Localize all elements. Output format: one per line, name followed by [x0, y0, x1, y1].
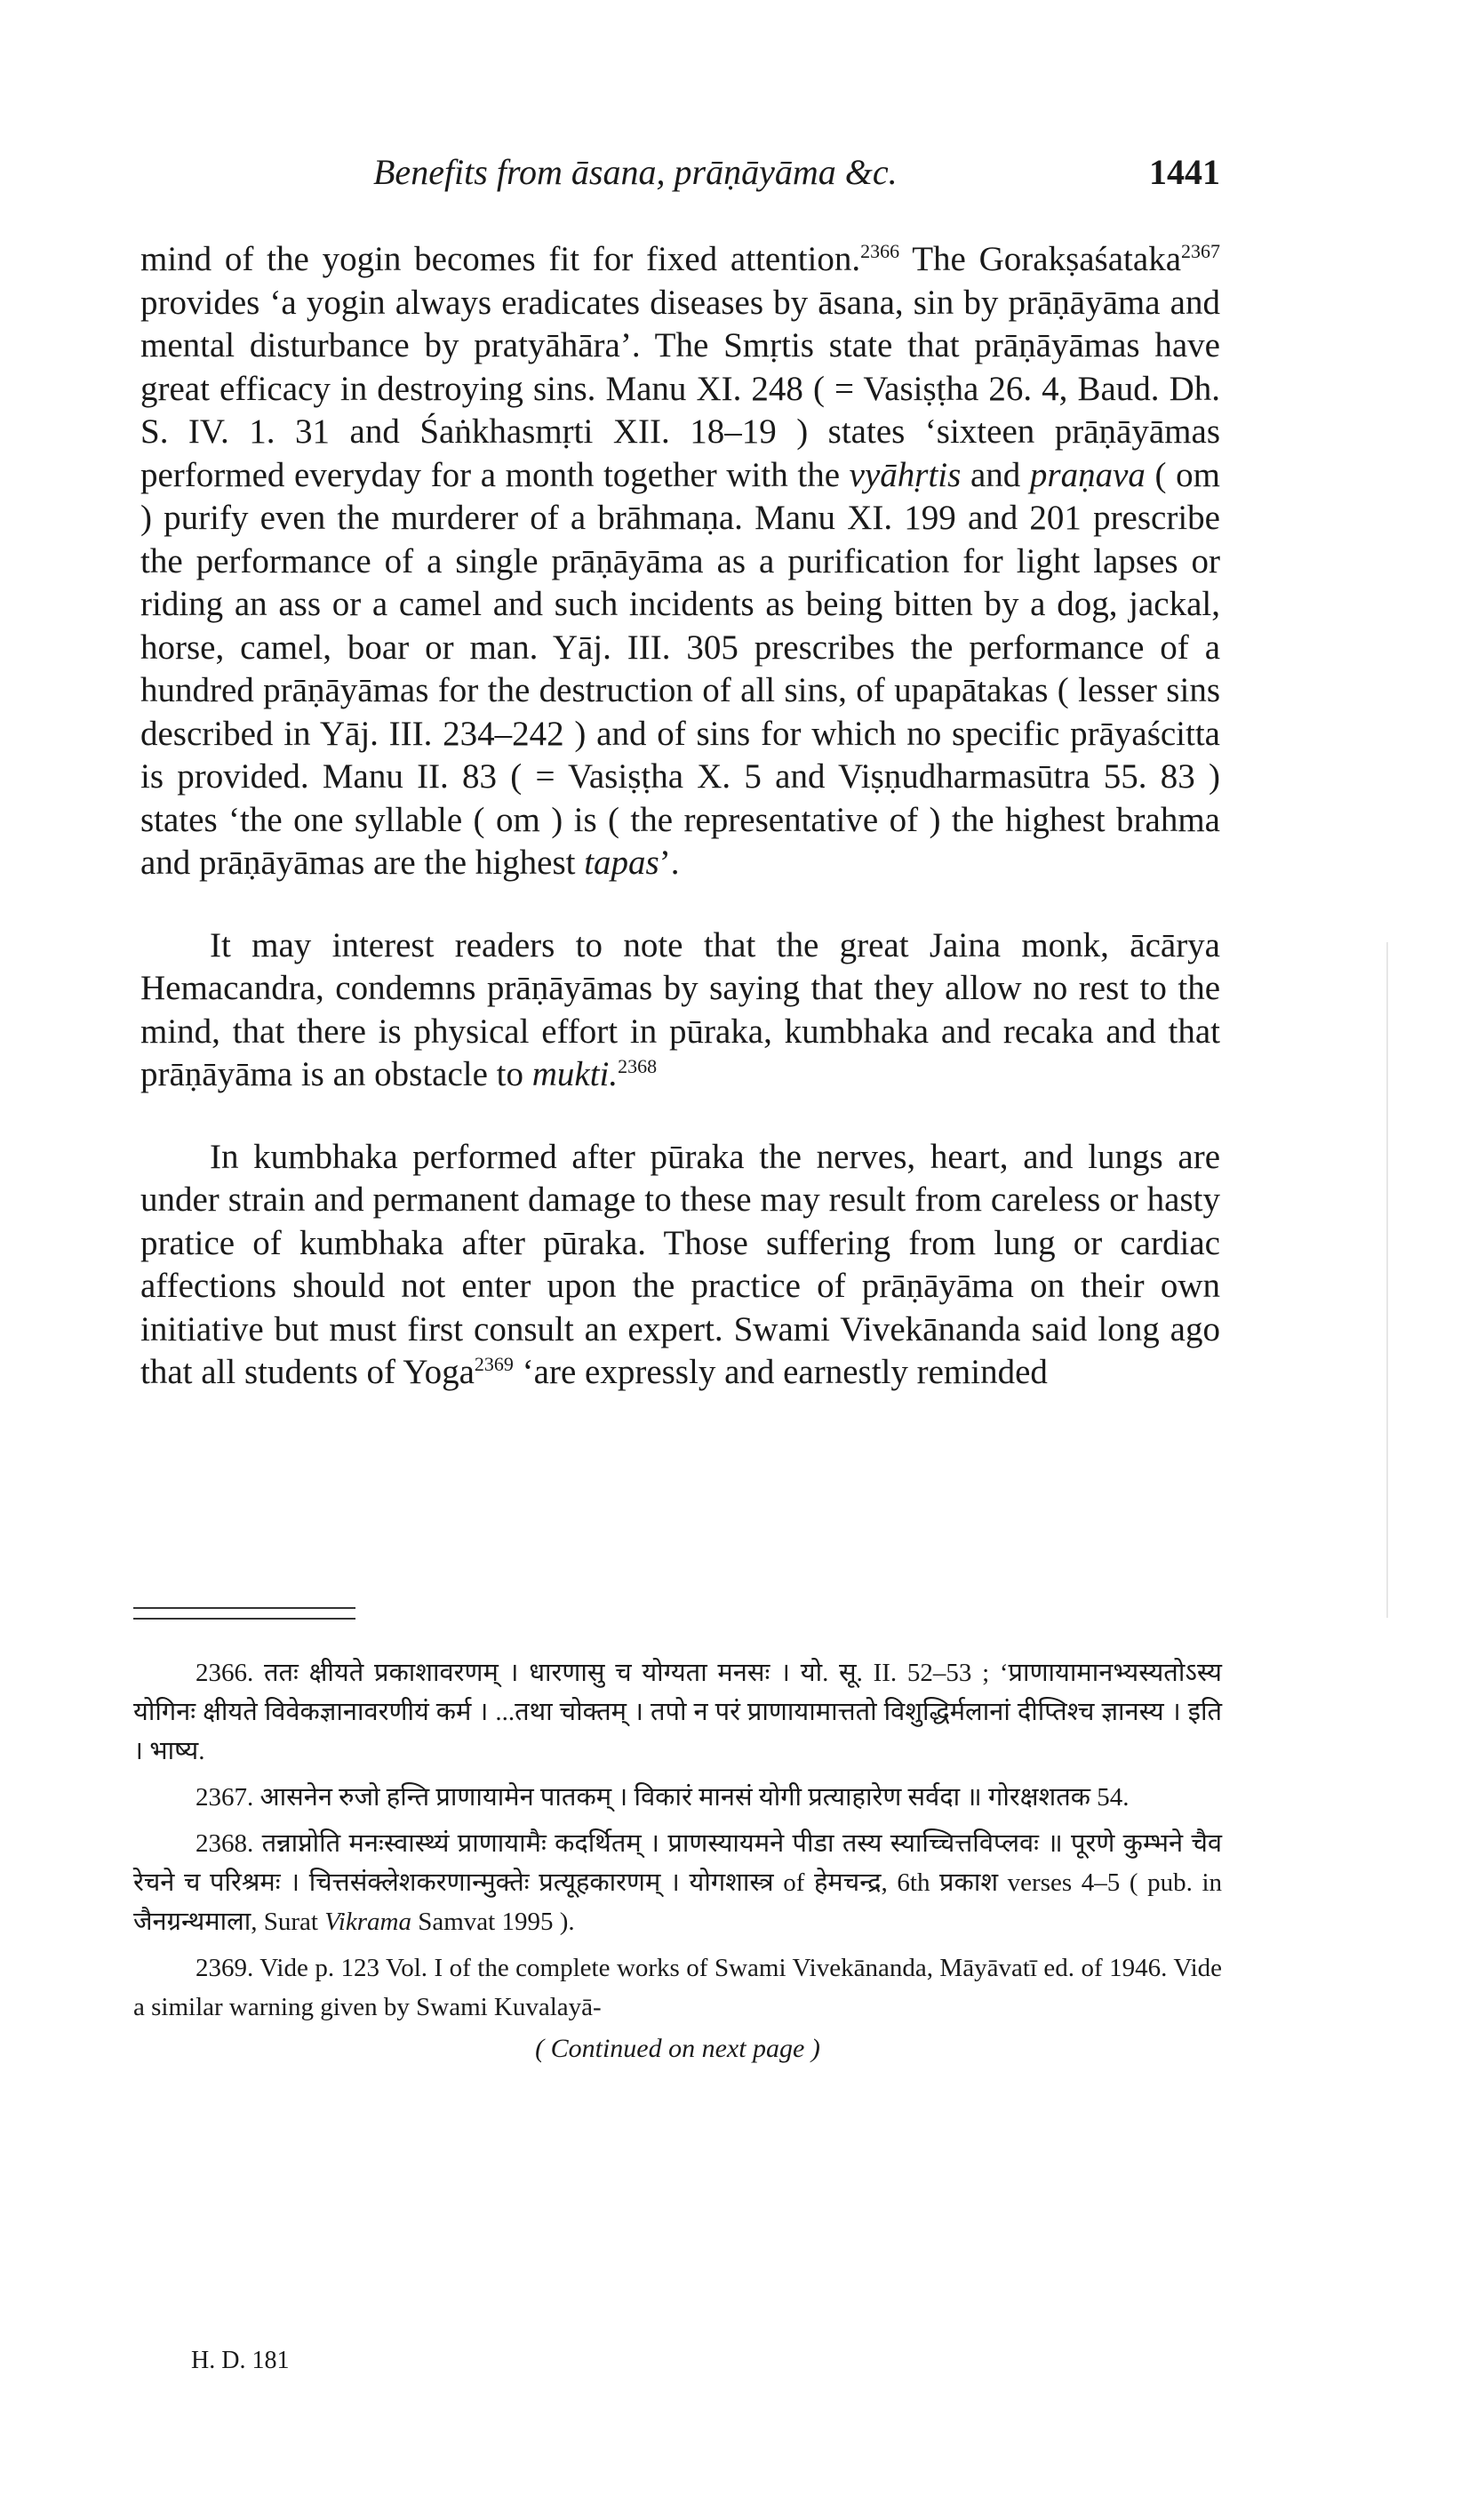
text-segment: provides ‘a yogin always eradicates diseases by āsana, sin by prāṇāyāma and mental disturbance by pratyāhāra’. The Smṛtis state that prāṇāyāmas have great efficacy in destroying sins. Manu XI. 248 ( = Vasiṣṭha 26. 4, Baud. Dh. S. IV. 1. 31 and Śaṅkhasmṛti XII. 18–19 ) states ‘sixteen prāṇāyāmas performed everyday for a month together with the [140, 283, 1220, 494]
text-segment: tapas [584, 844, 659, 882]
footnote [133, 1653, 1222, 1771]
text-segment: 2366. [196, 1659, 264, 1687]
text-segment: In kumbhaka performed after pūraka the nerves, heart, and lungs are under strain and permanent damage to these may result from careless or hasty pratice of kumbhaka after pūraka. Those suffering from lung or cardiac affections should not enter upon the practice of prāṇāyāma on their own initiative but must first consult an expert. Swami Vivekānanda said long ago that all students of Yoga [140, 1137, 1220, 1391]
footnote [133, 1778, 1222, 1817]
signature-mark: H. D. 181 [191, 2347, 290, 2374]
footnote-divider [133, 1618, 355, 1620]
text-segment: ’. [659, 844, 680, 882]
text-segment: vyāhṛtis [849, 455, 962, 494]
text-segment: ततः क्षीयते प्रकाशावरणम् । धारणासु च योग्यता मनसः । यो. सू. II. 52–53 ; ‘प्राणायामानभ्यस्यतोऽस्य योगिनः क्षीयते विवेकज्ञानावरणीयं कर्म । ...तथा चोक्तम् । तपो न परं प्राणायामात्ततो विशुद्धिर्मलानां दीप्तिश्च ज्ञानस्य । इति । भाष्य. [133, 1659, 1222, 1765]
footnote-ref: 2367 [1181, 240, 1220, 262]
footnote-divider [133, 1607, 355, 1609]
text-segment: The Gorakṣaśataka [899, 240, 1181, 278]
paragraph [140, 1136, 1220, 1395]
text-segment: It may interest readers to note that the great Jaina monk, ācārya Hemacandra, condemns prāṇāyāmas by saying that they allow no rest to the mind, that there is physical effort in pūraka, kumbhaka and recaka and that prāṇāyāma is an obstacle to [140, 925, 1220, 1093]
text-segment: ‘are expressly and earnestly reminded [513, 1353, 1048, 1391]
text-segment: and [961, 455, 1030, 494]
text-segment: तन्नाप्नोति मनःस्वास्थ्यं प्राणायामैः कदर्थितम् । प्राणस्यायमने पीडा तस्य स्याच्चित्तविप्लवः ॥ पूरणे कुम्भने चैव रेचने च परिश्रमः । चित्तसंक्लेशकरणान्मुक्तेः प्रत्यूहकारणम् । योगशास्त्र of हेमचन्द्र, 6th प्रकाश verses 4–5 ( pub. in जैनग्रन्थमाला, Surat [133, 1829, 1223, 1936]
running-header [0, 151, 1469, 204]
running-title: Benefits from āsana, prāṇāyāma &c. [373, 152, 898, 192]
text-segment: mind of the yogin becomes fit for fixed attention. [140, 240, 861, 278]
scan-margin-line [1386, 942, 1388, 1618]
text-segment: Vikrama [324, 1908, 411, 1936]
text-segment: 2368. [196, 1829, 262, 1858]
paragraph [140, 238, 1220, 885]
paragraph [140, 924, 1220, 1097]
text-segment: Samvat 1995 ). [411, 1908, 575, 1936]
text-segment: 2369. Vide p. 123 Vol. I of the complete works of Swami Vivekānanda, Māyāvatī ed. of 1946. Vide a similar warning given by Swami Kuvalayā- [133, 1954, 1222, 2021]
footnote [133, 1948, 1222, 2027]
continued-note: ( Continued on next page ) [535, 2034, 820, 2063]
page-number: 1441 [1149, 152, 1220, 192]
footnote-ref: 2369 [474, 1353, 514, 1375]
text-segment: praṇava [1029, 455, 1146, 494]
text-segment: आसनेन रुजो हन्ति प्राणायामेन पातकम् । विकारं मानसं योगी प्रत्याहारेण सर्वदा ॥ गोरक्षशतक 54. [259, 1783, 1130, 1812]
footnote [133, 1824, 1222, 1941]
text-segment: mukti. [531, 1055, 619, 1093]
main-text [140, 238, 1220, 1395]
footnotes [133, 1653, 1222, 2064]
text-segment: ( om ) purify even the murderer of a brāhmaṇa. Manu XI. 199 and 201 prescribe the performance of a single prāṇāyāma as a purification for light lapses or riding an ass or a camel and such incidents as being bitten by a dog, jackal, horse, camel, boar or man. Yāj. III. 305 prescribes the performance of a hundred prāṇāyāmas for the destruction of all sins, of upapātakas ( lesser sins described in Yāj. III. 234–242 ) and of sins for which no specific prāyaścitta is provided. Manu II. 83 ( = Vasiṣṭha X. 5 and Viṣṇudharmasūtra 55. 83 ) states ‘the one syllable ( om ) is ( the representative of ) the highest brahma and prāṇāyāmas are the highest [140, 455, 1221, 882]
text-segment: 2367. [196, 1783, 260, 1812]
footnote-ref: 2368 [618, 1055, 658, 1077]
footnote-ref: 2366 [860, 240, 900, 262]
